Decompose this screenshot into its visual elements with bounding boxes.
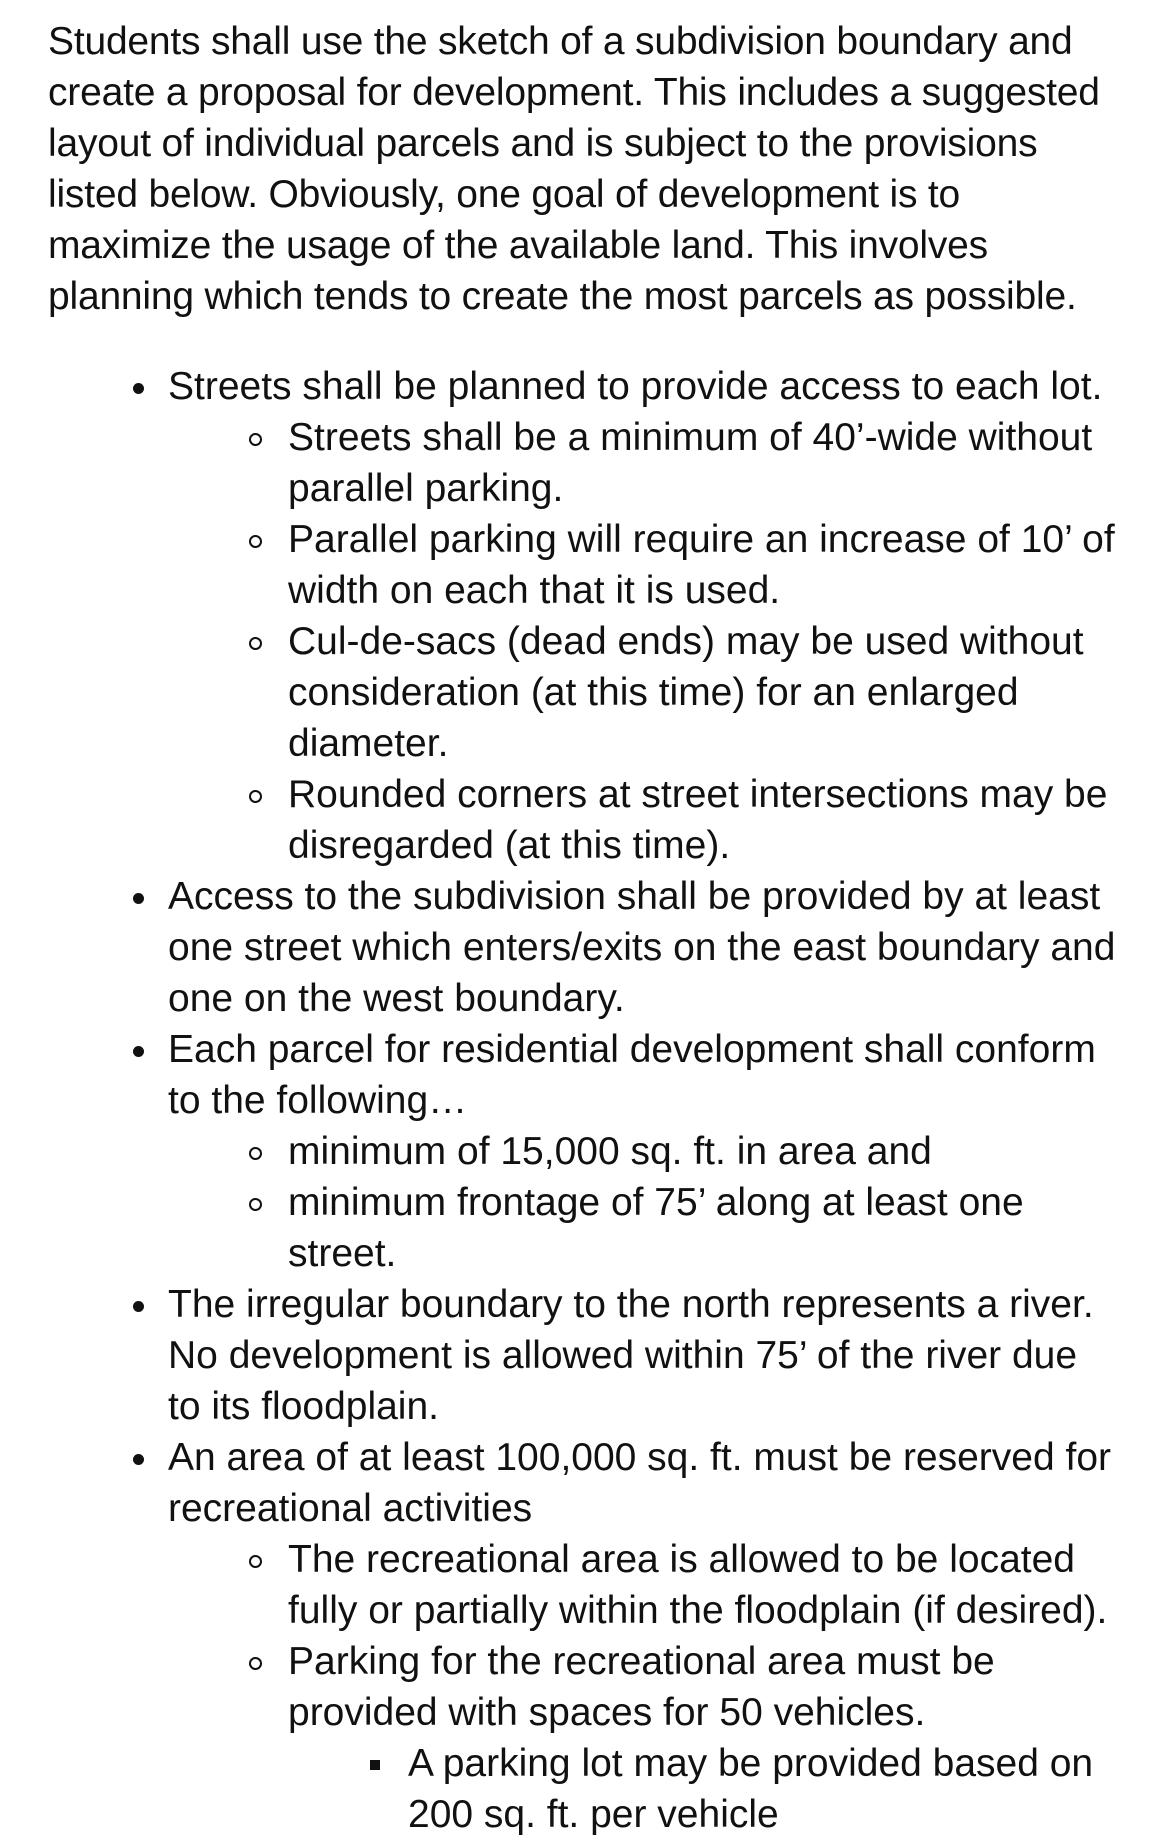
bullet-ring-icon (242, 1534, 268, 1585)
list-item (48, 1024, 1120, 1279)
sub-sub-list-item-text: A parking lot may be provided based on 200 sq. ft. per vehicle (408, 1742, 1094, 1836)
sub-list-item (168, 412, 1120, 514)
list-item (48, 1279, 1120, 1432)
sub-list-item (168, 616, 1120, 769)
sub-list (168, 1534, 1120, 1840)
sub-list-item-text: Parking for the recreational area must be provided with spaces for 50 vehicles. (288, 1640, 995, 1734)
bullet-ring-icon (242, 1636, 268, 1687)
sub-list-item-text: minimum of 15,000 sq. ft. in area and (288, 1130, 932, 1173)
bullet-ring-icon (242, 616, 268, 667)
sub-list (168, 412, 1120, 871)
bullet-ring-icon (242, 412, 268, 463)
list-item-text: Access to the subdivision shall be provided by at least one street which enters/exits on the east boundary and one on the west boundary. (168, 875, 1116, 1020)
list-item (48, 361, 1120, 871)
bullet-ring-icon (242, 769, 268, 820)
list-item (48, 871, 1120, 1024)
list-item-text: Each parcel for residential development shall conform to the following… (168, 1028, 1096, 1122)
sub-list-item-text: minimum frontage of 75’ along at least one street. (288, 1181, 1024, 1275)
sub-list-item (168, 769, 1120, 871)
list-item-text: The irregular boundary to the north represents a river. No development is allowed within 75’ of the river due to its floodplain. (168, 1283, 1094, 1428)
bullet-dot-icon (128, 1432, 148, 1483)
sub-sub-list (288, 1738, 1120, 1840)
sub-sub-list-item (288, 1738, 1120, 1840)
bullet-ring-icon (242, 1177, 268, 1228)
sub-list-item (168, 1126, 1120, 1177)
sub-list-item-text: Parallel parking will require an increase of 10’ of width on each that it is used. (288, 518, 1115, 612)
sub-list-item-text: Cul-de-sacs (dead ends) may be used without consideration (at this time) for an enlarged diameter. (288, 620, 1084, 765)
sub-list-item (168, 1177, 1120, 1279)
bullet-square-icon (363, 1738, 387, 1789)
bullet-dot-icon (128, 1024, 148, 1075)
bullet-dot-icon (128, 871, 148, 922)
list-item-text: An area of at least 100,000 sq. ft. must be reserved for recreational activities (168, 1436, 1112, 1530)
bullet-dot-icon (128, 361, 148, 412)
list-item (48, 1432, 1120, 1840)
sub-list-item-text: The recreational area is allowed to be located fully or partially within the floodplain (if desired). (288, 1538, 1108, 1632)
sub-list-item-text: Streets shall be a minimum of 40’-wide without parallel parking. (288, 416, 1093, 510)
intro-paragraph: Students shall use the sketch of a subdivision boundary and create a proposal for development. This includes a suggested layout of individual parcels and is subject to the provisions listed below. Obviously, one goal of development is to maximize the usage of the available land. This involves planning which tends to create the most parcels as possible. (48, 20, 1100, 318)
list-item-text: Streets shall be planned to provide access to each lot. (168, 365, 1103, 408)
provisions-list (48, 361, 1120, 1840)
sub-list-item (168, 514, 1120, 616)
bullet-dot-icon (128, 1279, 148, 1330)
sub-list-item (168, 1534, 1120, 1636)
sub-list (168, 1126, 1120, 1279)
sub-list-item-text: Rounded corners at street intersections may be disregarded (at this time). (288, 773, 1108, 867)
bullet-ring-icon (242, 514, 268, 565)
bullet-ring-icon (242, 1126, 268, 1177)
sub-list-item (168, 1636, 1120, 1840)
